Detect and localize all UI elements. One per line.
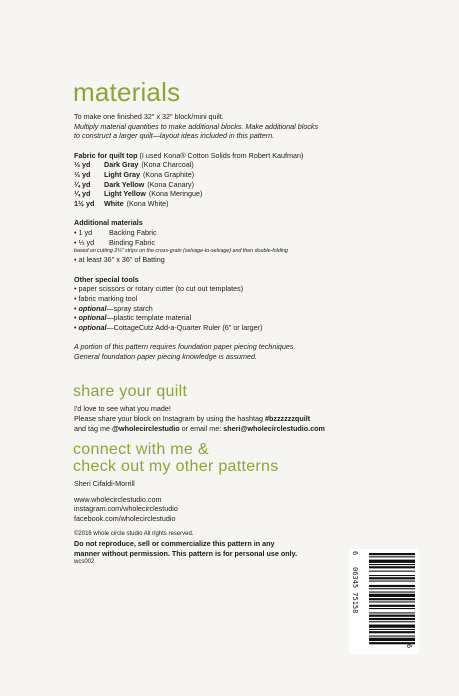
hashtag: #bzzzzzzquilt bbox=[264, 414, 311, 424]
fabric-qty: ⅓ yd bbox=[74, 169, 91, 179]
tool-item: • optional—CottageCutz Add-a-Quarter Ruler (6" or larger) bbox=[74, 322, 263, 332]
fabric-qty: ¼ yd bbox=[74, 189, 91, 199]
fabric-qty: 1½ yd bbox=[74, 198, 95, 208]
barcode-digit-bottom: 6 bbox=[405, 644, 413, 649]
barcode-bar bbox=[369, 629, 415, 630]
barcode-bar bbox=[369, 618, 415, 620]
instagram-handle: @wholecirclestudio bbox=[111, 423, 180, 433]
instagram-link[interactable]: instagram.com/wholecirclestudio bbox=[74, 504, 178, 514]
fabric-color: Dark Gray bbox=[104, 160, 139, 170]
barcode-bar bbox=[369, 594, 415, 597]
barcode-bar bbox=[369, 631, 415, 633]
barcode-bar bbox=[369, 625, 415, 628]
tool-item: • optional—spray starch bbox=[74, 303, 153, 313]
optional-label: optional bbox=[78, 303, 107, 313]
barcode-bar bbox=[369, 601, 415, 602]
materials-intro-italic-1: Multiply material quantities to make additional blocks. Make additional blocks bbox=[74, 121, 319, 131]
barcode-bar bbox=[369, 556, 415, 557]
share-heading: share your quilt bbox=[73, 383, 188, 401]
fabric-kona: (Kona Canary) bbox=[147, 179, 194, 189]
tool-text: • paper scissors or rotary cutter (to cut out templates) bbox=[74, 284, 244, 294]
barcode-digits-main: 06345 75158 bbox=[351, 567, 359, 614]
tool-text: —CottageCutz Add-a-Quarter Ruler (6" or larger) bbox=[106, 322, 263, 332]
barcode bbox=[349, 549, 419, 654]
binding-note: based on cutting 2¼" strips on the cross-grain (selvage-to-selvage) and then double-folding bbox=[74, 248, 288, 255]
email-address: sheri@wholecirclestudio.com bbox=[223, 423, 325, 433]
fabric-row bbox=[74, 180, 404, 190]
barcode-bar bbox=[369, 592, 415, 593]
share-line-1: I'd love to see what you made! bbox=[74, 404, 171, 414]
fabric-kona: (Kona Charcoal) bbox=[141, 160, 194, 170]
material-qty: • 1 yd bbox=[74, 227, 93, 237]
barcode-bar bbox=[369, 571, 415, 572]
fabric-row bbox=[74, 189, 404, 199]
fabric-row bbox=[74, 170, 404, 180]
materials-heading: materials bbox=[73, 77, 181, 107]
barcode-bar bbox=[369, 638, 415, 641]
barcode-bar bbox=[369, 575, 415, 576]
material-item: Binding Fabric bbox=[109, 237, 155, 247]
barcode-bar bbox=[369, 612, 415, 613]
page-content bbox=[74, 78, 404, 568]
additional-material-row bbox=[74, 228, 404, 238]
copyright: ©2016 whole circle studio All rights reserved. bbox=[74, 530, 194, 537]
fabric-list bbox=[74, 160, 404, 208]
barcode-bar bbox=[369, 577, 415, 579]
fabric-qty: ⅓ yd bbox=[74, 160, 91, 170]
barcode-bar bbox=[369, 560, 415, 563]
barcode-bar bbox=[369, 588, 415, 589]
tool-item: • optional—plastic template material bbox=[74, 313, 192, 323]
tools-list bbox=[74, 284, 404, 332]
fabric-kona: (Kona Meringue) bbox=[148, 189, 203, 199]
materials-intro-italic-2: to construct a larger quilt—layout ideas included in this pattern. bbox=[74, 131, 275, 141]
additional-materials-title: Additional materials bbox=[74, 218, 143, 228]
paper-piecing-note-1: A portion of this pattern requires foundation paper piecing techniques. bbox=[74, 342, 296, 352]
fabric-title: Fabric for quilt top (I used Kona® Cotton Solids from Robert Kaufman) bbox=[74, 150, 304, 160]
optional-label: optional bbox=[78, 322, 107, 332]
facebook-link[interactable]: facebook.com/wholecirclestudio bbox=[74, 514, 176, 524]
barcode-bar bbox=[369, 553, 415, 555]
fabric-color: Light Gray bbox=[104, 169, 140, 179]
connect-heading-1: connect with me & bbox=[73, 441, 209, 459]
fabric-color: Dark Yellow bbox=[104, 179, 145, 189]
tool-text: —spray starch bbox=[106, 303, 153, 313]
barcode-bar bbox=[369, 621, 415, 622]
barcode-bar bbox=[369, 636, 415, 637]
tool-text: • fabric marking tool bbox=[74, 293, 138, 303]
material-item: Backing Fabric bbox=[109, 227, 157, 237]
connect-heading-2: check out my other patterns bbox=[73, 458, 279, 476]
barcode-bar bbox=[369, 581, 415, 582]
fabric-row bbox=[74, 160, 404, 170]
material-qty: • ⅓ yd bbox=[74, 237, 95, 247]
additional-material-row bbox=[74, 238, 404, 248]
fabric-color: Light Yellow bbox=[104, 189, 146, 199]
fabric-qty: ¼ yd bbox=[74, 179, 91, 189]
barcode-bar bbox=[369, 585, 415, 587]
paper-piecing-note-2: General foundation paper piecing knowledge is assumed. bbox=[74, 351, 258, 361]
fabric-kona: (Kona Graphite) bbox=[142, 169, 195, 179]
website-link[interactable]: www.wholecirclestudio.com bbox=[74, 494, 162, 504]
materials-intro: To make one finished 32" x 32" block/mini quilt. bbox=[74, 112, 224, 121]
barcode-bars bbox=[349, 549, 419, 654]
tool-item bbox=[74, 284, 404, 294]
barcode-bar bbox=[369, 564, 415, 565]
pattern-code: wcs002 bbox=[74, 559, 95, 566]
barcode-bar bbox=[369, 608, 415, 609]
share-line-2: Please share your block on Instagram by using the hashtag #bzzzzzzquilt bbox=[74, 414, 311, 424]
fabric-color: White bbox=[104, 198, 124, 208]
barcode-bar bbox=[369, 615, 415, 617]
tools-title: Other special tools bbox=[74, 274, 139, 284]
share-line-3: and tag me @wholecirclestudio or email me: sheri@wholecirclestudio.com bbox=[74, 423, 325, 433]
designer-name: Sheri Cifaldi-Morrill bbox=[74, 479, 135, 489]
batting-item: • at least 36" x 36" of Batting bbox=[74, 255, 165, 265]
tool-text: —plastic template material bbox=[106, 313, 192, 323]
barcode-bar bbox=[369, 566, 415, 568]
barcode-bar bbox=[369, 605, 415, 607]
usage-warning-1: Do not reproduce, sell or commercialize this pattern in any bbox=[74, 539, 275, 549]
barcode-digit-top: 6 bbox=[351, 551, 359, 556]
tool-item bbox=[74, 294, 404, 304]
fabric-kona: (Kona White) bbox=[126, 198, 169, 208]
barcode-bar bbox=[369, 598, 415, 600]
usage-warning-2: manner without permission. This pattern is for personal use only. bbox=[74, 548, 298, 558]
optional-label: optional bbox=[78, 313, 107, 323]
fabric-row bbox=[74, 199, 404, 209]
additional-materials-list bbox=[74, 228, 404, 247]
